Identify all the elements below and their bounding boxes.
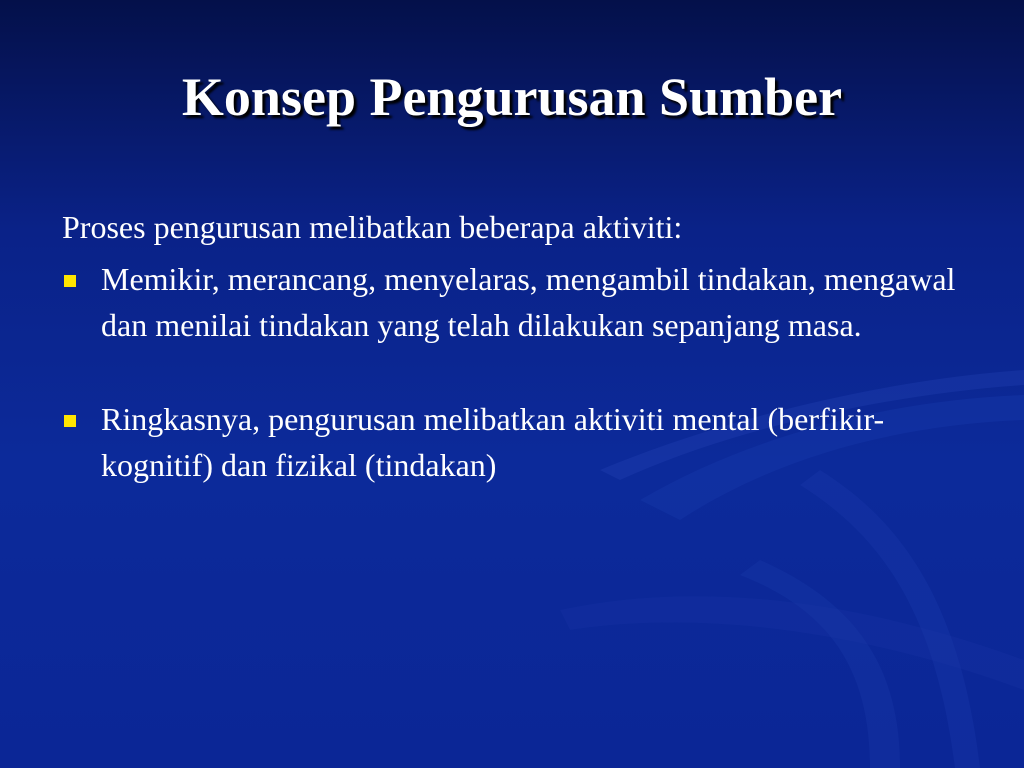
square-bullet-icon [64,415,76,427]
bullet-item [62,396,972,488]
square-bullet-icon [64,275,76,287]
bullet-text: Ringkasnya, pengurusan melibatkan aktiviti mental (berfikir-kognitif) dan fizikal (tindakan) [101,401,885,483]
bullet-item [62,256,972,348]
slide-body [62,204,972,488]
bullet-text: Memikir, merancang, menyelaras, mengambil tindakan, mengawal dan menilai tindakan yang telah dilakukan sepanjang masa. [101,261,956,343]
slide-title: Konsep Pengurusan Sumber [181,67,843,127]
intro-text: Proses pengurusan melibatkan beberapa aktiviti: [62,209,683,245]
